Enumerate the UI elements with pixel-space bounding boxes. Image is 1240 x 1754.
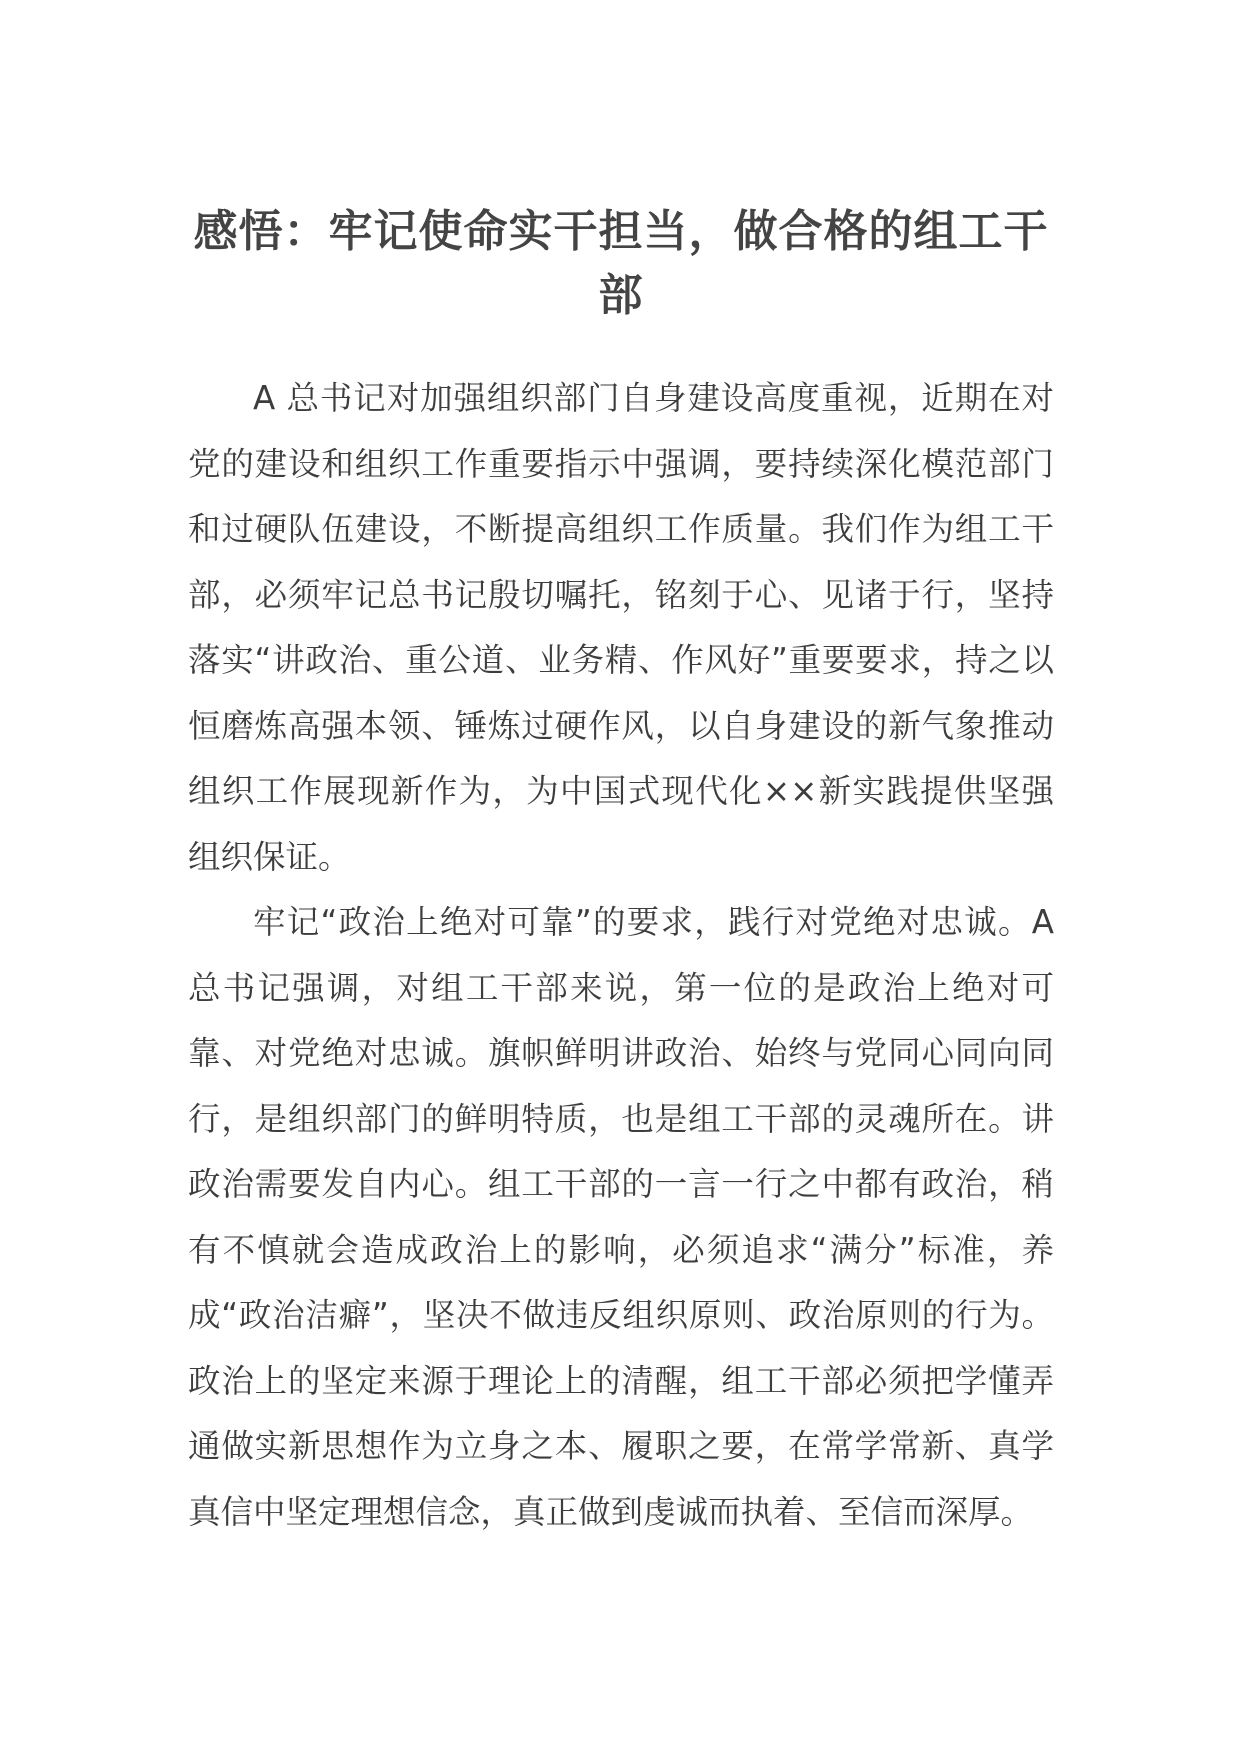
document-title: 感悟：牢记使命实干担当，做合格的组工干部 xyxy=(193,206,1049,321)
document-page xyxy=(188,200,1054,1545)
document-body xyxy=(188,366,1054,1545)
paragraph-2: 牢记“政治上绝对可靠”的要求，践行对党绝对忠诚。A 总书记强调，对组工干部来说，第一位的是政治上绝对可靠、对党绝对忠诚。旗帜鲜明讲政治、始终与党同心同向同行，是组织部门的鲜明特质，也是组工干部的灵魂所在。讲政治需要发自内心。组工干部的一言一行之中都有政治，稍有不慎就会造成政治上的影响，必须追求“满分”标准，养成“政治洁癖”，坚决不做违反组织原则、政治原则的行为。政治上的坚定来源于理论上的清醒，组工干部必须把学懂弄通做实新思想作为立身之本、履职之要，在常学常新、真学真信中坚定理想信念，真正做到虔诚而执着、至信而深厚。 xyxy=(188,903,1054,1531)
paragraph-1: A 总书记对加强组织部门自身建设高度重视，近期在对党的建设和组织工作重要指示中强调，要持续深化模范部门和过硬队伍建设，不断提高组织工作质量。我们作为组工干部，必须牢记总书记殷切嘱托，铭刻于心、见诸于行，坚持落实“讲政治、重公道、业务精、作风好”重要要求，持之以恒磨炼高强本领、锤炼过硬作风，以自身建设的新气象推动组织工作展现新作为，为中国式现代化××新实践提供坚强组织保证。 xyxy=(188,379,1054,876)
